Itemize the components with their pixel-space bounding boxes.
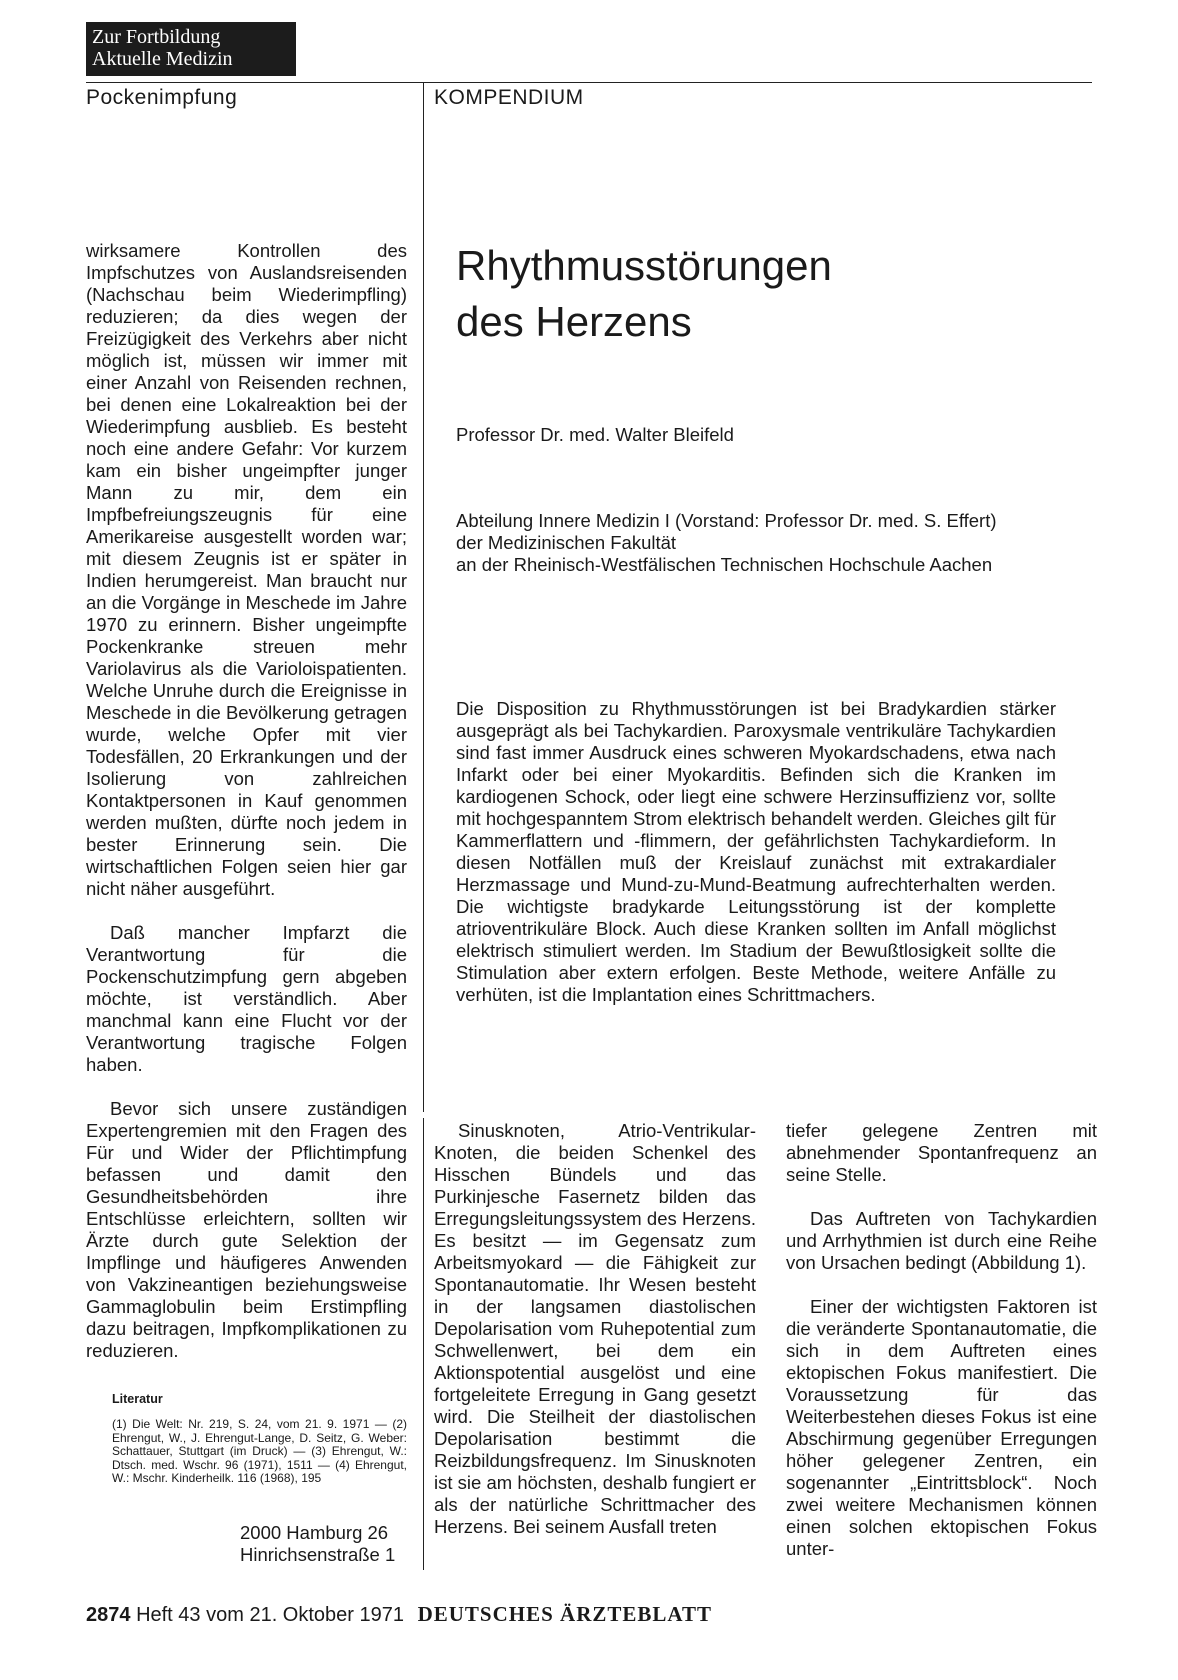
title-line-1: Rhythmusstörungen — [456, 242, 832, 289]
abstract-text: Die Disposition zu Rhythmusstörungen ist bei Bradykardien stärker ausgeprägt als bei Tachykardien. Paroxysmale ventrikuläre Tachykardien sind fast immer Ausdruck eines schweren Myokardschadens, etwa nach Infarkt oder bei einer Myokarditis. Befinden sich die Kranken im kardiogenen Schock, oder liegt eine schwere Herzinsuffizienz vor, sollte mit hochgespanntem Strom elektrisch behandelt werden. Gleiches gilt für Kammerflattern und -flimmern, der gefährlichsten Tachykardieform. In diesen Notfällen muß der Kreislauf zunächst mit extrakardialer Herzmassage und Mund-zu-Mund-Beatmung aufrechterhalten werden. Die wichtigste bradykarde Leitungsstörung ist der komplette atrioventrikuläre Block. Auch diese Kranken sollten im Anfall möglichst elektrisch stimuliert werden. Im Stadium der Bewußtlosigkeit sollte die Stimulation aber extern erfolgen. Beste Methode, weitere Anfälle zu verhüten, ist die Implantation eines Schrittmachers. — [456, 698, 1056, 1005]
page-footer — [86, 1602, 712, 1627]
address-line-2: Hinrichsenstraße 1 — [240, 1544, 396, 1565]
affiliation-line-1: Abteilung Innere Medizin I (Vorstand: Professor Dr. med. S. Effert) — [456, 510, 997, 531]
column-divider-top — [423, 82, 424, 1112]
article-affiliation — [456, 510, 997, 576]
journal-name: DEUTSCHES ÄRZTEBLATT — [417, 1602, 713, 1626]
column-divider-bottom — [423, 1118, 424, 1570]
right-paragraph-2: Das Auftreten von Tachykardien und Arrhythmien ist durch eine Reihe von Ursachen bedingt (Abbildung 1). — [786, 1208, 1097, 1273]
title-line-2: des Herzens — [456, 298, 692, 345]
issue-info: Heft 43 vom 21. Oktober 1971 — [136, 1604, 404, 1626]
badge-line-2: Aktuelle Medizin — [92, 48, 233, 70]
right-paragraph-1: tiefer gelegene Zentren mit abnehmender Spontanfrequenz an seine Stelle. — [786, 1120, 1097, 1185]
left-paragraph-2: Daß mancher Impfarzt die Verantwortung für die Pockenschutzimpfung gern abgeben möchte, ist verständlich. Aber manchmal kann eine Flucht vor der Verantwortung tragische Folgen haben. — [86, 922, 407, 1075]
header-rule — [86, 82, 1092, 83]
article-author: Professor Dr. med. Walter Bleifeld — [456, 424, 734, 445]
left-paragraph-1: wirksamere Kontrollen des Impfschutzes von Auslandsreisenden (Nachschau beim Wiederimpfling) reduzieren; da dies wegen der Freizügigkeit des Verkehrs aber nicht möglich ist, müssen wir immer mit einer Anzahl von Reisenden rechnen, bei denen eine Lokalreaktion bei der Wiederimpfung ausblieb. Es besteht noch eine andere Gefahr: Vor kurzem kam ein bisher ungeimpfter junger Mann zu mir, dem ein Impfbefreiungszeugnis für eine Amerikareise ausgestellt worden war; mit diesem Zeugnis ist er später in Indien herumgereist. Man braucht nur an die Vorgänge in Meschede im Jahre 1970 zu erinnern. Bisher ungeimpfte Pockenkranke streuen mehr Variolavirus als die Varioloispatienten. Welche Unruhe durch die Ereignisse in Meschede in die Bevölkerung getragen wurde, welche Opfer mit vier Todesfällen, 20 Erkrankungen und der Isolierung von zahlreichen Kontaktpersonen in Kauf genommen werden mußten, dürfte noch jedem in bester Erinnerung sein. Die wirtschaftlichen Folgen seien hier gar nicht näher ausgeführt. — [86, 240, 407, 899]
address-line-1: 2000 Hamburg 26 — [240, 1522, 389, 1543]
left-column — [86, 240, 407, 1384]
middle-paragraph: Sinusknoten, Atrio-Ventrikular-Knoten, die beiden Schenkel des Hisschen Bündels und das Purkinjesche Fasernetz bilden das Erregungsleitungssystem des Herzens. Es besitzt — im Gegensatz zum Arbeitsmyokard — die Fähigkeit zur Spontanautomatie. Ihr Wesen besteht in der langsamen diastolischen Depolarisation vom Ruhepotential zum Schwellenwert, bei dem ein Aktionspotential ausgelöst und eine fortgeleitete Erregung in Gang gesetzt wird. Die Steilheit der diastolischen Depolarisation bestimmt die Reizbildungsfrequenz. Im Sinusknoten ist sie am höchsten, deshalb fungiert er als der natürliche Schrittmacher des Herzens. Bei seinem Ausfall treten — [434, 1120, 756, 1537]
literature-text: (1) Die Welt: Nr. 219, S. 24, vom 21. 9. 1971 — (2) Ehrengut, W., J. Ehrengut-Lange, D. Seitz, G. Weber: Schattauer, Stuttgart (im Druck) — (3) Ehrengut, W.: Dtsch. med. Wschr. 96 (1971), 1511 — (4) Ehrengut, W.: Mschr. Kinderheilk. 116 (1968), 195 — [112, 1417, 407, 1486]
middle-column — [434, 1120, 756, 1560]
running-header-right: KOMPENDIUM — [434, 86, 584, 109]
right-column — [786, 1120, 1097, 1582]
author-address — [240, 1522, 395, 1566]
section-badge — [86, 22, 296, 76]
article-title — [456, 238, 832, 350]
running-header-left: Pockenimpfung — [86, 86, 238, 109]
affiliation-line-3: an der Rheinisch-Westfälischen Technischen Hochschule Aachen — [456, 554, 993, 575]
left-paragraph-3: Bevor sich unsere zuständigen Expertengremien mit den Fragen des Für und Wider der Pflichtimpfung befassen und damit den Gesundheitsbehörden ihre Entschlüsse erleichtern, sollten wir Ärzte durch gute Selektion der Impflinge und häufigeres Anwenden von Vakzineantigen beziehungsweise Gammaglobulin beim Erstimpfling dazu beitragen, Impfkomplikationen zu reduzieren. — [86, 1098, 407, 1361]
right-paragraph-3: Einer der wichtigsten Faktoren ist die veränderte Spontanautomatie, die sich in dem Auftreten eines ektopischen Fokus manifestiert. Die Voraussetzung für das Weiterbestehen dieses Fokus ist eine Abschirmung gegenüber Erregungen höher gelegener Zentren, ein sogenannter „Eintrittsblock“. Noch zwei weitere Mechanismen können einen solchen ektopischen Fokus unter- — [786, 1296, 1097, 1559]
page-number: 2874 — [86, 1604, 131, 1626]
article-abstract — [456, 698, 1056, 1028]
badge-line-1: Zur Fortbildung — [92, 26, 221, 48]
affiliation-line-2: der Medizinischen Fakultät — [456, 532, 677, 553]
literature-heading: Literatur — [112, 1392, 163, 1406]
